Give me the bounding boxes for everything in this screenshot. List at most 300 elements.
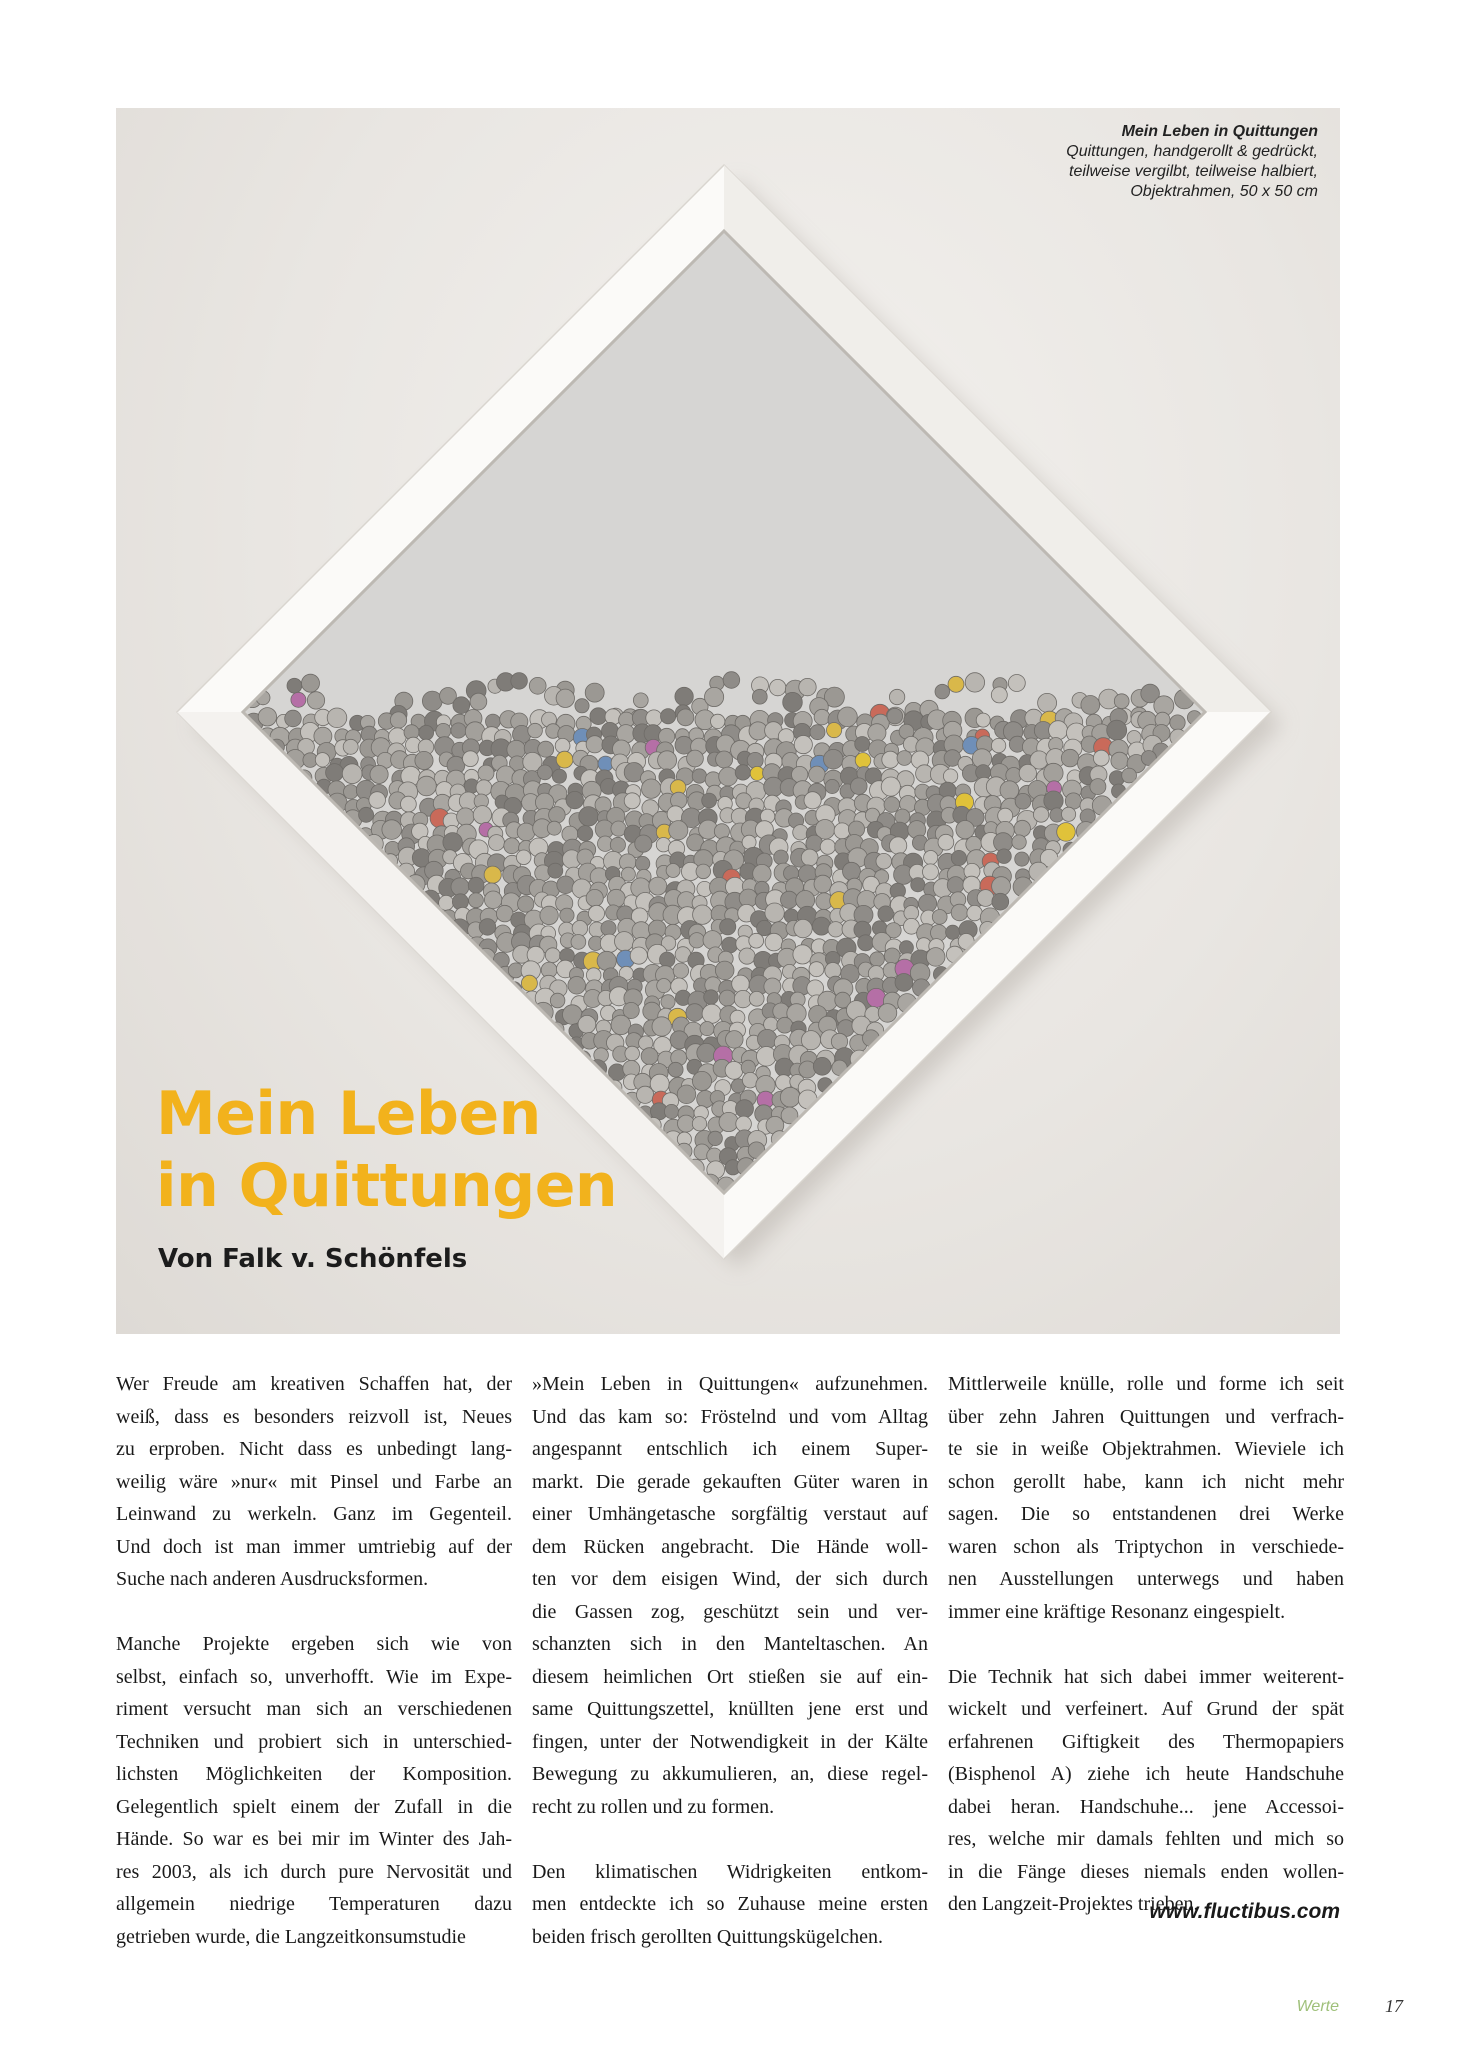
receipt-ball bbox=[780, 1087, 800, 1107]
receipt-ball bbox=[1015, 852, 1029, 866]
body-text-line: Manche Projekte ergeben sich wie von bbox=[116, 1633, 512, 1655]
body-text-line: sagen. Die so entstandenen drei Werke bbox=[948, 1503, 1344, 1525]
receipt-ball bbox=[720, 919, 736, 935]
receipt-ball bbox=[1049, 721, 1068, 740]
receipt-ball bbox=[715, 961, 734, 980]
body-text-line: über zehn Jahren Quittungen und verfrach- bbox=[948, 1405, 1344, 1428]
receipt-ball bbox=[895, 974, 913, 992]
receipt-ball bbox=[529, 677, 546, 694]
receipt-ball bbox=[976, 713, 990, 727]
receipt-ball bbox=[1107, 720, 1127, 740]
receipt-ball bbox=[951, 850, 966, 865]
receipt-ball bbox=[858, 935, 874, 951]
receipt-ball bbox=[415, 751, 433, 769]
receipt-ball bbox=[810, 725, 825, 740]
receipt-ball bbox=[1090, 779, 1106, 795]
receipt-ball bbox=[649, 877, 667, 895]
paragraph-gap bbox=[116, 1596, 512, 1629]
receipt-ball bbox=[998, 808, 1013, 823]
receipt-ball bbox=[504, 838, 520, 854]
receipt-ball bbox=[1093, 750, 1109, 766]
receipt-ball bbox=[820, 839, 835, 854]
receipt-ball bbox=[757, 1047, 777, 1067]
receipt-ball bbox=[555, 738, 570, 753]
receipt-ball bbox=[828, 922, 843, 937]
receipt-ball bbox=[881, 777, 900, 796]
receipt-ball bbox=[809, 962, 824, 977]
receipt-ball bbox=[736, 1116, 752, 1132]
receipt-ball bbox=[722, 937, 738, 953]
receipt-ball bbox=[750, 766, 764, 780]
receipt-ball bbox=[834, 823, 850, 839]
body-text-line: angespannt entschlich ich einem Super- bbox=[532, 1438, 928, 1460]
text-column-3 bbox=[948, 1368, 1344, 1921]
receipt-ball bbox=[578, 1015, 596, 1033]
caption-line: Quittungen, handgerollt & gedrückt, bbox=[1066, 143, 1318, 160]
receipt-ball bbox=[851, 778, 868, 795]
receipt-ball bbox=[753, 864, 771, 882]
receipt-ball bbox=[667, 806, 684, 823]
body-text-line: dabei heran. Handschuhe... jene Accessoi- bbox=[948, 1795, 1344, 1818]
receipt-ball bbox=[611, 1015, 631, 1035]
receipt-ball bbox=[560, 908, 574, 922]
receipt-ball bbox=[585, 683, 604, 702]
receipt-ball bbox=[1033, 807, 1048, 822]
receipt-ball bbox=[588, 905, 604, 921]
receipt-ball bbox=[417, 776, 437, 796]
receipt-ball bbox=[540, 906, 558, 924]
receipt-ball bbox=[696, 864, 711, 879]
paragraph-gap bbox=[532, 1823, 928, 1856]
receipt-ball bbox=[568, 977, 586, 995]
article-title bbox=[156, 1078, 617, 1222]
receipt-ball bbox=[469, 893, 484, 908]
article-title-line: in Quittungen bbox=[156, 1151, 618, 1221]
receipt-ball bbox=[827, 723, 842, 738]
receipt-ball bbox=[794, 736, 812, 754]
receipt-ball bbox=[528, 723, 543, 738]
receipt-ball bbox=[344, 785, 358, 799]
receipt-ball bbox=[547, 821, 561, 835]
receipt-ball bbox=[793, 945, 812, 964]
receipt-ball bbox=[463, 751, 479, 767]
receipt-ball bbox=[343, 739, 358, 754]
receipt-ball bbox=[401, 796, 417, 812]
receipt-ball bbox=[436, 723, 451, 738]
body-text-line: diesem heimlichen Ort stießen sie auf ein- bbox=[532, 1665, 928, 1688]
receipt-ball bbox=[884, 948, 900, 964]
receipt-ball bbox=[977, 890, 994, 907]
body-text-line: res, welche mir damals fehlten und mich so bbox=[948, 1828, 1344, 1850]
receipt-ball bbox=[793, 825, 808, 840]
receipt-ball bbox=[586, 736, 603, 753]
receipt-ball bbox=[518, 896, 534, 912]
body-text-line: Suche nach anderen Ausdrucksformen. bbox=[116, 1568, 429, 1590]
receipt-ball bbox=[932, 910, 947, 925]
body-text-line: nen Ausstellungen unterwegs und haben bbox=[948, 1568, 1344, 1590]
receipt-ball bbox=[625, 1046, 640, 1061]
artwork-caption bbox=[858, 122, 1318, 202]
receipt-ball bbox=[369, 792, 386, 809]
receipt-ball bbox=[538, 741, 554, 757]
receipt-ball bbox=[664, 1104, 678, 1118]
body-text-line: same Quittungszettel, knüllten jene erst und bbox=[532, 1698, 928, 1720]
text-column-2 bbox=[532, 1368, 928, 1953]
receipt-ball bbox=[457, 808, 475, 826]
receipt-ball bbox=[571, 935, 586, 950]
receipt-ball bbox=[479, 919, 496, 936]
receipt-ball bbox=[624, 793, 640, 809]
receipt-ball bbox=[804, 792, 821, 809]
receipt-ball bbox=[1044, 763, 1063, 782]
receipt-ball bbox=[704, 990, 719, 1005]
receipt-ball bbox=[809, 766, 826, 783]
receipt-ball bbox=[1012, 835, 1026, 849]
receipt-ball bbox=[661, 995, 675, 1009]
receipt-ball bbox=[799, 678, 816, 695]
receipt-ball bbox=[545, 948, 560, 963]
receipt-ball bbox=[735, 765, 750, 780]
receipt-ball bbox=[938, 834, 954, 850]
receipt-ball bbox=[1038, 693, 1057, 712]
body-text-line: Hände. So war es bei mir im Winter des Jah- bbox=[116, 1828, 512, 1850]
receipt-ball bbox=[686, 1004, 704, 1022]
receipt-ball bbox=[650, 1074, 669, 1093]
receipt-ball bbox=[824, 749, 844, 769]
body-text-line: Bewegung zu akkumulieren, an, diese regel- bbox=[532, 1763, 928, 1785]
receipt-ball bbox=[965, 673, 984, 692]
receipt-ball bbox=[1081, 696, 1100, 715]
receipt-ball bbox=[677, 1085, 696, 1104]
receipt-ball bbox=[1019, 764, 1036, 781]
receipt-ball bbox=[992, 877, 1011, 896]
body-text-line: in die Fänge dieses niemals enden wollen- bbox=[948, 1860, 1344, 1883]
body-text-line: lichsten Möglichkeiten der Komposition. bbox=[116, 1763, 512, 1785]
receipt-ball bbox=[878, 906, 894, 922]
receipt-ball bbox=[889, 837, 906, 854]
receipt-ball bbox=[601, 921, 616, 936]
receipt-ball bbox=[673, 963, 688, 978]
body-text-line: (Bisphenol A) ziehe ich heute Handschuhe bbox=[948, 1763, 1344, 1785]
caption-line: Objektrahmen, 50 x 50 cm bbox=[1130, 183, 1318, 200]
receipt-ball bbox=[359, 807, 374, 822]
receipt-ball bbox=[484, 891, 502, 909]
receipt-ball bbox=[711, 714, 725, 728]
receipt-ball bbox=[783, 692, 803, 712]
receipt-ball bbox=[451, 723, 466, 738]
receipt-ball bbox=[615, 932, 634, 951]
receipt-ball bbox=[689, 933, 704, 948]
receipt-ball bbox=[812, 917, 830, 935]
receipt-ball bbox=[708, 1131, 722, 1145]
receipt-ball bbox=[687, 750, 704, 767]
receipt-ball bbox=[489, 835, 505, 851]
receipt-ball bbox=[924, 851, 938, 865]
receipt-ball bbox=[660, 952, 675, 967]
receipt-ball bbox=[923, 864, 939, 880]
receipt-ball bbox=[749, 933, 764, 948]
receipt-ball bbox=[677, 709, 694, 726]
receipt-ball bbox=[652, 1017, 671, 1036]
body-text-line: beiden frisch gerollten Quittungskügelchen. bbox=[532, 1925, 884, 1948]
receipt-ball bbox=[946, 925, 960, 939]
body-text-line: getrieben wurde, die Langzeitkonsumstudie bbox=[116, 1925, 466, 1948]
receipt-ball bbox=[550, 993, 565, 1008]
body-text-line: ten vor dem eisigen Wind, der sich durch bbox=[532, 1568, 928, 1590]
body-text-line: markt. Die gerade gekauften Güter waren in bbox=[532, 1470, 928, 1493]
receipt-ball bbox=[516, 850, 531, 865]
receipt-ball bbox=[419, 725, 434, 740]
receipt-ball bbox=[390, 712, 406, 728]
receipt-ball bbox=[478, 765, 494, 781]
caption-title: Mein Leben in Quittungen bbox=[1121, 123, 1318, 140]
receipt-ball bbox=[887, 708, 903, 724]
body-text-line: Techniken und probiert sich in unterschied- bbox=[116, 1730, 512, 1753]
body-text-line: schon gerollt habe, kann ich nicht mehr bbox=[948, 1470, 1344, 1493]
text-column-1 bbox=[116, 1368, 512, 1953]
receipt-ball bbox=[517, 823, 535, 841]
receipt-ball bbox=[692, 769, 706, 783]
receipt-ball bbox=[703, 931, 722, 950]
receipt-ball bbox=[1061, 749, 1079, 767]
receipt-ball bbox=[668, 1062, 683, 1077]
receipt-ball bbox=[1114, 694, 1129, 709]
body-text-line: Den klimatischen Widrigkeiten entkom- bbox=[532, 1860, 928, 1883]
receipt-ball bbox=[739, 948, 755, 964]
receipt-ball bbox=[1000, 781, 1019, 800]
receipt-ball bbox=[287, 678, 302, 693]
page-number: 17 bbox=[1385, 1996, 1403, 2016]
receipt-ball bbox=[794, 919, 812, 937]
receipt-ball bbox=[777, 1017, 793, 1033]
receipt-ball bbox=[855, 737, 870, 752]
receipt-ball bbox=[838, 707, 858, 727]
receipt-ball bbox=[675, 687, 693, 705]
receipt-ball bbox=[511, 673, 528, 690]
body-text-line: weiß, dass es besonders reizvoll ist, Neues bbox=[116, 1405, 512, 1428]
receipt-ball bbox=[702, 793, 717, 808]
receipt-ball bbox=[641, 1048, 658, 1065]
body-text-line: Und das kam so: Fröstelnd und vom Alltag bbox=[532, 1405, 928, 1428]
receipt-ball bbox=[726, 1031, 744, 1049]
receipt-ball bbox=[285, 710, 302, 727]
receipt-ball bbox=[635, 856, 649, 870]
receipt-ball bbox=[736, 1100, 754, 1118]
receipt-ball bbox=[342, 764, 362, 784]
body-text-line: selbst, einfach so, unverhofft. Wie im Expe- bbox=[116, 1665, 512, 1688]
body-text-line: fingen, unter der Notwendigkeit in der Kälte bbox=[532, 1730, 928, 1753]
receipt-ball bbox=[566, 791, 583, 808]
receipt-ball bbox=[453, 697, 470, 714]
receipt-ball bbox=[889, 689, 904, 704]
receipt-ball bbox=[1057, 823, 1076, 842]
receipt-ball bbox=[258, 708, 276, 726]
receipt-ball bbox=[607, 889, 625, 907]
body-text-line: men entdeckte ich so Zuhause meine ersten bbox=[532, 1893, 928, 1915]
receipt-ball bbox=[669, 821, 688, 840]
receipt-ball bbox=[575, 699, 589, 713]
receipt-ball bbox=[291, 692, 306, 707]
receipt-ball bbox=[556, 689, 574, 707]
receipt-ball bbox=[468, 877, 484, 893]
receipt-ball bbox=[548, 863, 563, 878]
body-text-line: die Gassen zog, geschützt sein und ver- bbox=[532, 1600, 928, 1623]
receipt-ball bbox=[370, 765, 388, 783]
receipt-ball bbox=[642, 779, 661, 798]
receipt-ball bbox=[326, 764, 344, 782]
receipt-ball bbox=[552, 769, 566, 783]
receipt-ball bbox=[884, 797, 900, 813]
receipt-ball bbox=[327, 708, 347, 728]
body-text-line: Mittlerweile knülle, rolle und forme ich seit bbox=[948, 1373, 1344, 1395]
receipt-ball bbox=[749, 991, 764, 1006]
receipt-ball bbox=[868, 724, 886, 742]
receipt-ball bbox=[774, 850, 789, 865]
body-text-line: »Mein Leben in Quittungen« aufzunehmen. bbox=[532, 1373, 928, 1395]
website-link[interactable]: www.fluctibus.com bbox=[1149, 1900, 1340, 1923]
receipt-ball bbox=[302, 674, 320, 692]
body-text-line: allgemein niedrige Temperaturen dazu bbox=[116, 1893, 512, 1915]
receipt-ball bbox=[692, 1071, 711, 1090]
receipt-ball bbox=[725, 1062, 743, 1080]
receipt-ball bbox=[577, 826, 592, 841]
receipt-ball bbox=[719, 990, 735, 1006]
receipt-ball bbox=[747, 752, 763, 768]
footer-section-label: Werte bbox=[1296, 1998, 1339, 2015]
receipt-ball bbox=[1111, 752, 1128, 769]
receipt-ball bbox=[876, 853, 892, 869]
body-text-line: Und doch ist man immer umtriebig auf der bbox=[116, 1535, 512, 1558]
receipt-ball bbox=[1062, 807, 1076, 821]
receipt-ball bbox=[878, 1004, 897, 1023]
receipt-ball bbox=[1065, 793, 1081, 809]
receipt-ball bbox=[635, 835, 652, 852]
receipt-ball bbox=[610, 837, 625, 852]
receipt-ball bbox=[702, 1004, 721, 1023]
article-title-line: Mein Leben bbox=[156, 1079, 541, 1149]
body-text-line: waren schon als Triptychon in verschiede- bbox=[948, 1535, 1344, 1558]
receipt-ball bbox=[723, 672, 740, 689]
body-text-line: riment versucht man sich an verschiedenen bbox=[116, 1698, 512, 1720]
body-text-line: Leinwand zu werkeln. Ganz im Gegenteil. bbox=[116, 1503, 512, 1525]
paragraph-gap bbox=[948, 1628, 1344, 1661]
receipt-ball bbox=[719, 767, 738, 786]
receipt-ball bbox=[752, 689, 767, 704]
article-byline: Von Falk v. Schönfels bbox=[158, 1244, 468, 1274]
receipt-ball bbox=[443, 833, 462, 852]
receipt-ball bbox=[586, 889, 603, 906]
receipt-ball bbox=[630, 947, 647, 964]
receipt-ball bbox=[1015, 793, 1031, 809]
receipt-ball bbox=[1044, 791, 1063, 810]
receipt-ball bbox=[732, 975, 750, 993]
receipt-ball bbox=[1008, 675, 1025, 692]
receipt-ball bbox=[557, 876, 575, 894]
receipt-ball bbox=[590, 708, 607, 725]
body-text-line: den Langzeit-Projektes trieben. bbox=[948, 1893, 1199, 1915]
receipt-ball bbox=[572, 921, 588, 937]
caption-line: teilweise vergilbt, teilweise halbiert, bbox=[1069, 163, 1318, 180]
receipt-ball bbox=[597, 951, 616, 970]
body-text-line: Wer Freude am kreativen Schaffen hat, der bbox=[116, 1373, 512, 1395]
hero-artwork-photo bbox=[116, 108, 1340, 1334]
receipt-ball bbox=[538, 765, 553, 780]
receipt-ball bbox=[814, 709, 830, 725]
receipt-ball bbox=[935, 684, 950, 699]
receipt-ball bbox=[991, 738, 1005, 752]
body-text-line: einer Umhängetasche sorgfältig verstaut auf bbox=[532, 1503, 928, 1525]
receipt-ball bbox=[637, 1086, 654, 1103]
body-text-line: res 2003, als ich durch pure Nervosität und bbox=[116, 1860, 512, 1883]
receipt-ball bbox=[451, 878, 469, 896]
receipt-ball bbox=[765, 903, 784, 922]
body-text-line: immer eine kräftige Resonanz eingespielt. bbox=[948, 1600, 1286, 1623]
body-text-line: recht zu rollen und zu formen. bbox=[532, 1795, 775, 1818]
body-text-line: schanzten sich in den Manteltaschen. An bbox=[532, 1633, 928, 1655]
receipt-ball bbox=[951, 904, 968, 921]
receipt-ball bbox=[997, 849, 1012, 864]
receipt-ball bbox=[470, 693, 487, 710]
receipt-ball bbox=[947, 877, 964, 894]
body-text-line: dem Rücken angebracht. Die Hände woll- bbox=[532, 1535, 928, 1558]
body-text-line: te sie in weiße Objektrahmen. Wieviele ich bbox=[948, 1438, 1344, 1460]
receipt-ball bbox=[633, 693, 648, 708]
receipt-ball bbox=[697, 1043, 716, 1062]
receipt-ball bbox=[657, 979, 671, 993]
receipt-ball bbox=[646, 710, 662, 726]
receipt-ball bbox=[897, 751, 912, 766]
receipt-ball bbox=[825, 779, 839, 793]
receipt-ball bbox=[700, 1022, 714, 1036]
receipt-ball bbox=[382, 820, 402, 840]
receipt-ball bbox=[473, 806, 491, 824]
body-text-line: wickelt und verfeinert. Auf Grund der spät bbox=[948, 1698, 1344, 1720]
receipt-ball bbox=[991, 687, 1007, 703]
receipt-ball bbox=[716, 751, 733, 768]
receipt-ball bbox=[895, 809, 910, 824]
receipt-ball bbox=[801, 849, 818, 866]
receipt-ball bbox=[911, 878, 925, 892]
receipt-ball bbox=[926, 948, 945, 967]
body-text-line: Die Technik hat sich dabei immer weiterent- bbox=[948, 1665, 1344, 1688]
receipt-ball bbox=[882, 751, 899, 768]
receipt-ball bbox=[693, 905, 712, 924]
receipt-ball bbox=[770, 679, 786, 695]
receipt-ball bbox=[719, 1112, 738, 1131]
receipt-ball bbox=[943, 769, 957, 783]
receipt-ball bbox=[476, 780, 492, 796]
receipt-ball bbox=[843, 862, 861, 880]
receipt-ball bbox=[758, 1029, 777, 1048]
body-text-line: Gelegentlich spielt einem der Zufall in die bbox=[116, 1795, 512, 1818]
receipt-ball bbox=[579, 807, 598, 826]
body-text-line: weilig wäre »nur« mit Pinsel und Farbe an bbox=[116, 1470, 512, 1493]
receipt-ball bbox=[1170, 715, 1185, 730]
receipt-ball bbox=[692, 1117, 706, 1131]
receipt-ball bbox=[422, 691, 442, 711]
receipt-ball bbox=[556, 751, 573, 768]
receipt-ball bbox=[315, 753, 329, 767]
receipt-ball bbox=[781, 891, 798, 908]
receipt-ball bbox=[661, 709, 676, 724]
receipt-ball bbox=[956, 821, 974, 839]
receipt-ball bbox=[814, 875, 832, 893]
body-text-line: erfahrenen Giftigkeit des Thermopapiers bbox=[948, 1730, 1344, 1753]
body-text-line: zu erproben. Nicht dass es unbedingt lang- bbox=[116, 1438, 512, 1460]
receipt-ball bbox=[307, 692, 324, 709]
receipt-ball bbox=[549, 807, 566, 824]
receipt-ball bbox=[705, 687, 724, 706]
